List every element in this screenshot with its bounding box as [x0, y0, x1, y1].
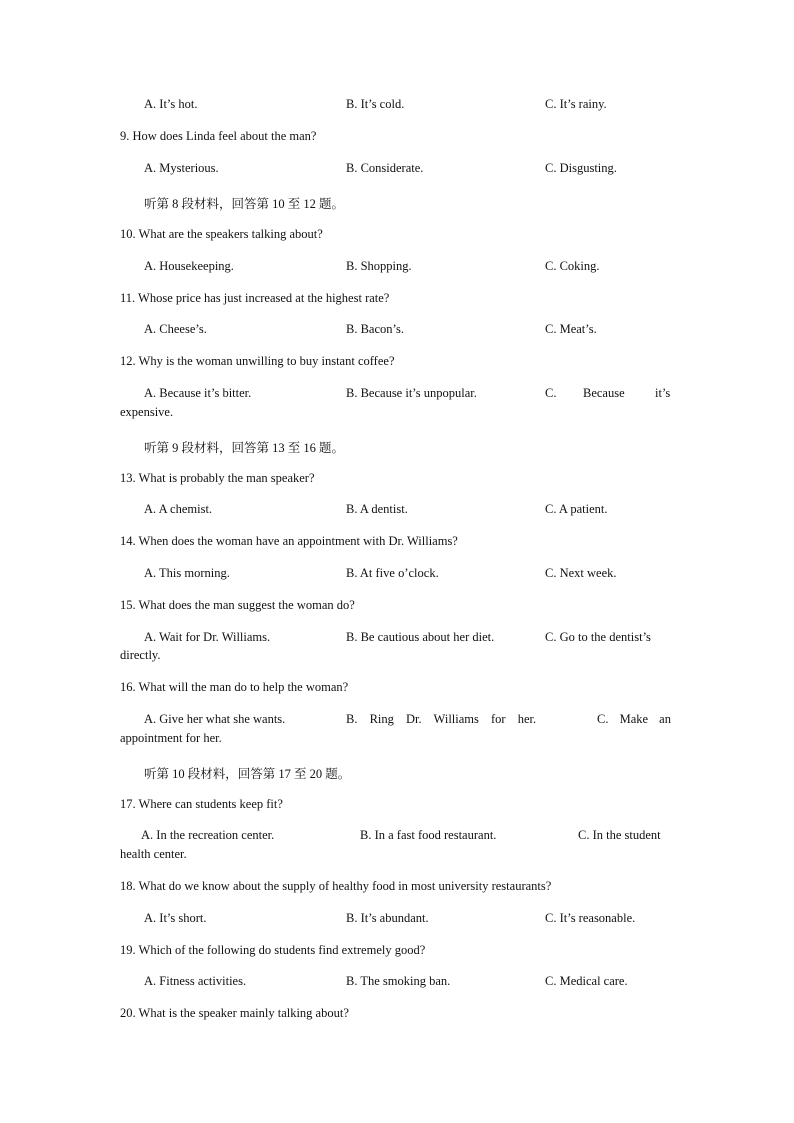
q10-option-a: A. Housekeeping. — [144, 259, 234, 273]
q16-option-a: A. Give her what she wants. — [144, 712, 286, 726]
section-8-instruction: 听第 8 段材料，回答第 10 至 12 题。 — [144, 197, 345, 211]
q13-options — [144, 502, 674, 518]
q13-option-b: B. A dentist. — [346, 502, 408, 516]
q11-option-c: C. Meat’s. — [545, 322, 597, 336]
q14-option-c: C. Next week. — [545, 566, 617, 580]
q15-option-a: A. Wait for Dr. Williams. — [144, 630, 271, 644]
question-11: 11. Whose price has just increased at the highest rate? — [120, 291, 390, 305]
section-9-instruction: 听第 9 段材料，回答第 13 至 16 题。 — [144, 441, 345, 455]
q8-option-c: C. It’s rainy. — [545, 97, 607, 111]
q12-options — [144, 386, 674, 402]
q13-option-c: C. A patient. — [545, 502, 608, 516]
q10-option-c: C. Coking. — [545, 259, 600, 273]
question-10: 10. What are the speakers talking about? — [120, 227, 323, 241]
question-12: 12. Why is the woman unwilling to buy instant coffee? — [120, 354, 395, 368]
question-13: 13. What is probably the man speaker? — [120, 471, 315, 485]
q12-option-a: A. Because it’s bitter. — [144, 386, 252, 400]
q18-option-b: B. It’s abundant. — [346, 911, 429, 925]
question-19: 19. Which of the following do students find extremely good? — [120, 943, 426, 957]
q19-option-c: C. Medical care. — [545, 974, 628, 988]
q18-option-c: C. It’s reasonable. — [545, 911, 636, 925]
q10-options — [144, 259, 674, 275]
q8-option-a: A. It’s hot. — [144, 97, 198, 111]
section-10-instruction: 听第 10 段材料，回答第 17 至 20 题。 — [144, 767, 351, 781]
q9-option-c: C. Disgusting. — [545, 161, 617, 175]
q12-option-c-label: C. — [545, 386, 557, 400]
q10-option-b: B. Shopping. — [346, 259, 412, 273]
q14-option-b: B. At five o’clock. — [346, 566, 439, 580]
q16-option-c: C. Make an — [597, 712, 671, 726]
q16-options — [144, 712, 674, 728]
q9-option-b: B. Considerate. — [346, 161, 424, 175]
q17-options — [141, 828, 671, 844]
question-14: 14. When does the woman have an appointment with Dr. Williams? — [120, 534, 458, 548]
q11-option-b: B. Bacon’s. — [346, 322, 404, 336]
q12-option-b: B. Because it’s unpopular. — [346, 386, 477, 400]
q17-option-c: C. In the student — [578, 828, 661, 842]
q8-options — [144, 97, 674, 113]
q19-option-a: A. Fitness activities. — [144, 974, 247, 988]
q12-option-c-word2: it’s — [655, 386, 671, 400]
question-20: 20. What is the speaker mainly talking about? — [120, 1006, 349, 1020]
question-17: 17. Where can students keep fit? — [120, 797, 283, 811]
q19-options — [144, 974, 674, 990]
q8-option-b: B. It’s cold. — [346, 97, 405, 111]
question-15: 15. What does the man suggest the woman do? — [120, 598, 355, 612]
q18-option-a: A. It’s short. — [144, 911, 207, 925]
q15-option-b: B. Be cautious about her diet. — [346, 630, 495, 644]
q18-options — [144, 911, 674, 927]
q13-option-a: A. A chemist. — [144, 502, 213, 516]
q14-options — [144, 566, 674, 582]
q15-option-c: C. Go to the dentist’s — [545, 630, 651, 644]
q9-options — [144, 161, 674, 177]
q19-option-b: B. The smoking ban. — [346, 974, 451, 988]
q11-options — [144, 322, 674, 338]
q16-option-c-continuation: appointment for her. — [120, 731, 222, 745]
question-16: 16. What will the man do to help the woman? — [120, 680, 349, 694]
q17-option-c-continuation: health center. — [120, 847, 187, 861]
q15-option-c-continuation: directly. — [120, 648, 161, 662]
q17-option-a: A. In the recreation center. — [141, 828, 275, 842]
q17-option-b: B. In a fast food restaurant. — [360, 828, 497, 842]
q15-options — [144, 630, 674, 646]
question-9: 9. How does Linda feel about the man? — [120, 129, 317, 143]
q12-option-c-continuation: expensive. — [120, 405, 174, 419]
q12-option-c-word1: Because — [583, 386, 625, 400]
q11-option-a: A. Cheese’s. — [144, 322, 207, 336]
q9-option-a: A. Mysterious. — [144, 161, 219, 175]
q14-option-a: A. This morning. — [144, 566, 230, 580]
q16-option-b: B. Ring Dr. Williams for her. — [346, 712, 537, 726]
question-18: 18. What do we know about the supply of healthy food in most university restaurants? — [120, 879, 552, 893]
